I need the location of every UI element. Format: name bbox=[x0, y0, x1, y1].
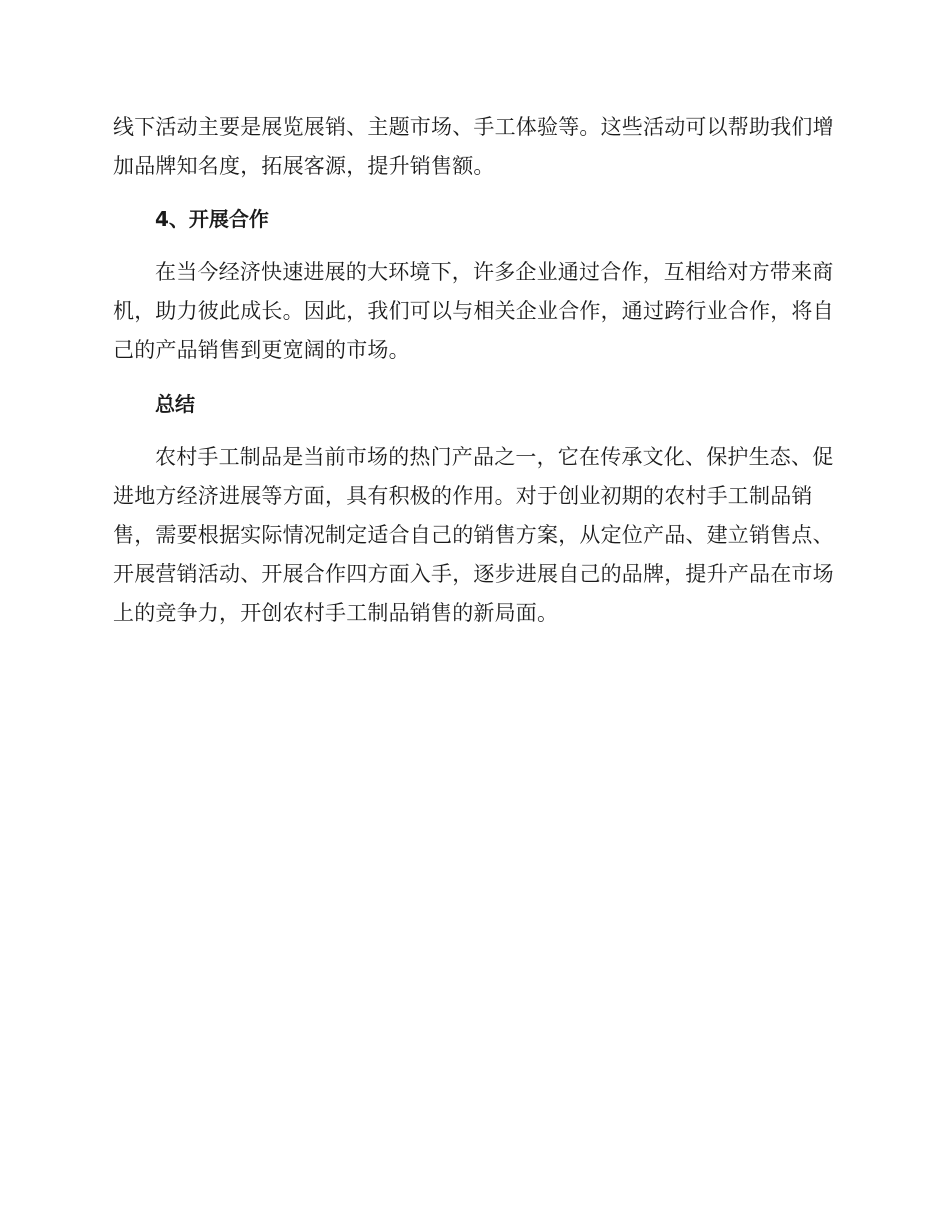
paragraph-offline-activities: 线下活动主要是展览展销、主题市场、手工体验等。这些活动可以帮助我们增加品牌知名度，拓展客源，提升销售额。 bbox=[113, 115, 834, 178]
paragraph-spacer bbox=[113, 424, 835, 438]
paragraph-summary: 农村手工制品是当前市场的热门产品之一，它在传承文化、保护生态、促进地方经济进展等方面，具有积极的作用。对于创业初期的农村手工制品销售，需要根据实际情况制定适合自己的销售方案，从定位产品、建立销售点、开展营销活动、开展合作四方面入手，逐步进展自己的品牌，提升产品在市场上的竞争力，开创农村手工制品销售的新局面。 bbox=[113, 445, 834, 625]
paragraph-spacer bbox=[113, 370, 835, 385]
section-heading-summary: 总结 bbox=[155, 392, 195, 416]
section-heading-cooperation: 4、开展合作 bbox=[155, 207, 269, 231]
paragraph-cooperation: 在当今经济快速进展的大环境下，许多企业通过合作，互相给对方带来商机，助力彼此成长。因此，我们可以与相关企业合作，通过跨行业合作，将自己的产品销售到更宽阔的市场。 bbox=[113, 260, 834, 362]
paragraph-spacer bbox=[113, 239, 835, 253]
document-body bbox=[113, 108, 835, 633]
paragraph-spacer bbox=[113, 186, 835, 200]
